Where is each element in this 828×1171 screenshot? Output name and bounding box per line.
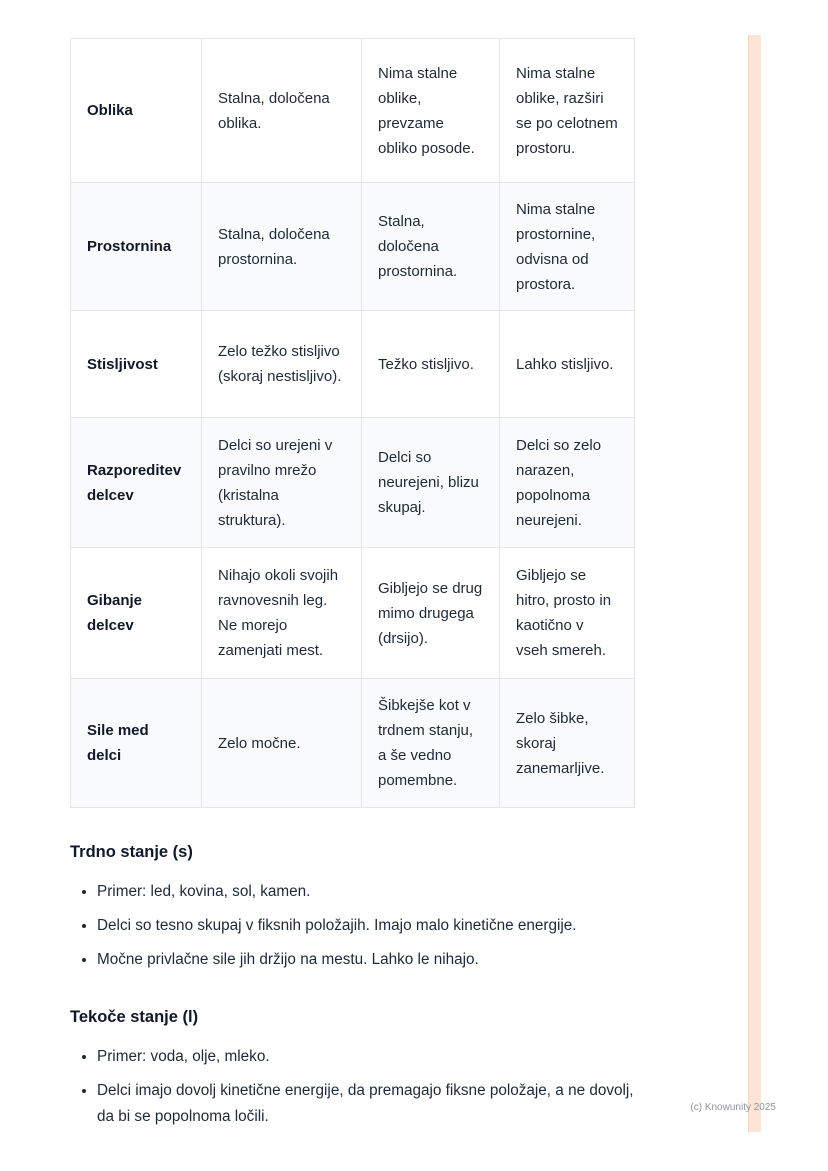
table-cell: Zelo šibke, skoraj zanemarljive. [500,679,635,808]
list-item: • Močne privlačne sile jih držijo na mestu. Lahko le nihajo. [97,947,650,973]
table-row-header: Stisljivost [71,311,202,418]
table-cell: Delci so neurejeni, blizu skupaj. [362,418,500,548]
table-cell: Stalna, določena oblika. [202,39,362,183]
copyright-watermark: (c) Knowunity 2025 [690,1102,776,1113]
table-cell: Stalna, določena prostornina. [202,183,362,311]
section-heading-tekoce-stanje: Tekoče stanje (l) [70,1008,199,1026]
table-row-oblika [71,39,635,183]
table-row-razporeditev-delcev [71,418,635,548]
table-cell: Nima stalne prostornine, odvisna od prostora. [500,183,635,311]
table-cell: Lahko stisljivo. [500,311,635,418]
list-item: • Primer: led, kovina, sol, kamen. [97,879,650,905]
list-item: • Primer: voda, olje, mleko. [97,1044,650,1070]
page-content [70,38,650,1138]
table-cell: Gibljejo se drug mimo drugega (drsijo). [362,548,500,679]
table-row-stisljivost [71,311,635,418]
list-item: • Delci imajo dovolj kinetične energije, da premagajo fiksne položaje, a ne dovolj, da bi se popolnoma ločili. [97,1078,650,1130]
table-row-sile-med-delci [71,679,635,808]
accent-stripe [748,35,761,1132]
table-row-gibanje-delcev [71,548,635,679]
table-cell: Nima stalne oblike, razširi se po celotnem prostoru. [500,39,635,183]
table-row-header: Razporeditev delcev [71,418,202,548]
list-item: • Delci so tesno skupaj v fiksnih položajih. Imajo malo kinetične energije. [97,913,650,939]
states-of-matter-table [70,38,635,808]
table-cell: Zelo močne. [202,679,362,808]
table-row-header: Sile med delci [71,679,202,808]
table-row-header: Oblika [71,39,202,183]
table-cell: Šibkejše kot v trdnem stanju, a še vedno pomembne. [362,679,500,808]
table-cell: Nihajo okoli svojih ravnovesnih leg. Ne morejo zamenjati mest. [202,548,362,679]
section-heading-trdno-stanje: Trdno stanje (s) [70,843,193,861]
table-row-header: Gibanje delcev [71,548,202,679]
table-cell: Gibljejo se hitro, prosto in kaotično v vseh smereh. [500,548,635,679]
table-cell: Stalna, določena prostornina. [362,183,500,311]
table-cell: Delci so urejeni v pravilno mrežo (kristalna struktura). [202,418,362,548]
table-cell: Zelo težko stisljivo (skoraj nestisljivo). [202,311,362,418]
table-row-header: Prostornina [71,183,202,311]
bullet-list-tekoce-stanje [70,1044,650,1130]
table-cell: Težko stisljivo. [362,311,500,418]
table-cell: Nima stalne oblike, prevzame obliko posode. [362,39,500,183]
table-cell: Delci so zelo narazen, popolnoma neurejeni. [500,418,635,548]
table-row-prostornina [71,183,635,311]
bullet-list-trdno-stanje [70,879,650,973]
